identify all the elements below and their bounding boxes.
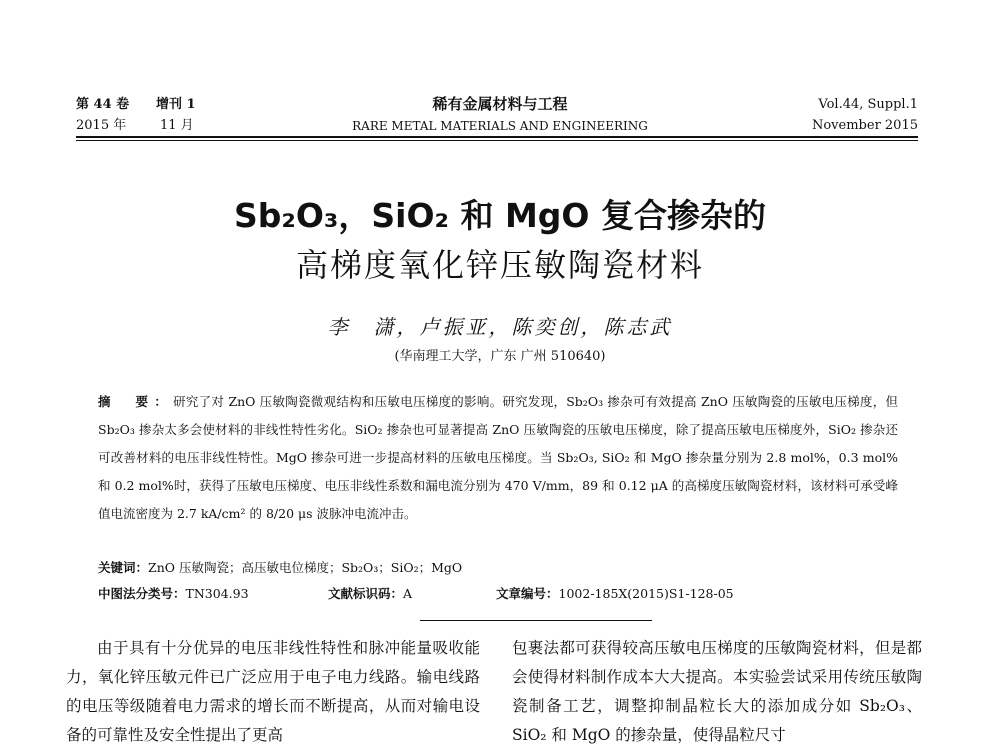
article-number [496,584,734,604]
header-date-en: November 2015 [811,118,918,133]
doc-value: A [403,586,413,601]
abstract-label: 摘 要： [98,394,174,409]
affiliation: (华南理工大学，广东 广州 510640) [394,349,606,364]
header-issue: 增刊 1 [156,97,196,112]
body-paragraph: 由于具有十分优异的电压非线性特性和脉冲能量吸收能力，氧化锌压敏元件已广泛应用于电子电力线路。输电线路的电压等级随着电力需求的增长而不断提高，从而对输电设备的可靠性及安全性提出了更高 [66,639,480,744]
keywords [98,558,462,578]
art-label: 文章编号： [496,586,559,601]
journal-title-en: RARE METAL MATERIALS AND ENGINEERING [352,119,648,133]
authors: 李 潇，卢振亚，陈奕创，陈志武 [327,315,673,339]
header-volume-en: Vol.44, Suppl.1 [818,97,918,112]
paper-title-line1: Sb₂O₃，SiO₂ 和 MgO 复合掺杂的 [234,196,766,235]
header-volume: 第 44 卷 [76,97,130,112]
keywords-label: 关键词： [98,560,149,575]
header-year: 2015 年 [76,118,127,133]
body-paragraph: 包裹法都可获得较高压敏电压梯度的压敏陶瓷材料，但是都会使得材料制作成本大大提高。本实验尝试采用传统压敏陶瓷制备工艺，调整抑制晶粒长大的添加成分如 Sb₂O₃、SiO₂ 和 MgO 的掺杂量，使得晶粒尺寸 [512,639,922,744]
document-code [328,584,412,604]
abstract-text: 研究了对 ZnO 压敏陶瓷微观结构和压敏电压梯度的影响。研究发现，Sb₂O₃ 掺杂可有效提高 ZnO 压敏陶瓷的压敏电压梯度，但 Sb₂O₃ 掺杂太多会使材料的非线性特性劣化。SiO₂ 掺杂也可显著提高 ZnO 压敏陶瓷的压敏电压梯度，除了提高压敏电压梯度外，SiO₂ 掺杂还可改善材料的电压非线性特性。MgO 掺杂可进一步提高材料的压敏电压梯度。当 Sb₂O₃, SiO₂ 和 MgO 掺杂量分别为 2.8 mol%，0.3 mol%和 0.2 mol%时，获得了压敏电压梯度、电压非线性系数和漏电流分别为 470 V/mm，89 和 0.12 μA 的高梯度压敏陶瓷材料，该材料可承受峰值电流密度为 2.7 kA/cm² 的 8/20 μs 波脉冲电流冲击。 [98,394,898,521]
section-separator [420,620,652,621]
paper-title-line2: 高梯度氧化锌压敏陶瓷材料 [295,246,704,284]
body-column-left [66,634,480,750]
header-rule-thin [76,140,918,141]
doc-label: 文献标识码： [328,586,404,601]
journal-title-cn: 稀有金属材料与工程 [432,95,568,113]
art-value: 1002-185X(2015)S1-128-05 [558,586,734,601]
header-month: 11 月 [160,118,194,133]
clc-label: 中图法分类号： [98,586,186,601]
clc-value: TN304.93 [185,586,249,601]
keywords-text: ZnO 压敏陶瓷；高压敏电位梯度；Sb₂O₃；SiO₂；MgO [148,560,463,575]
header-rule-thick [76,136,918,138]
abstract [98,388,898,528]
body-column-right [512,634,922,750]
clc-number [98,584,249,604]
